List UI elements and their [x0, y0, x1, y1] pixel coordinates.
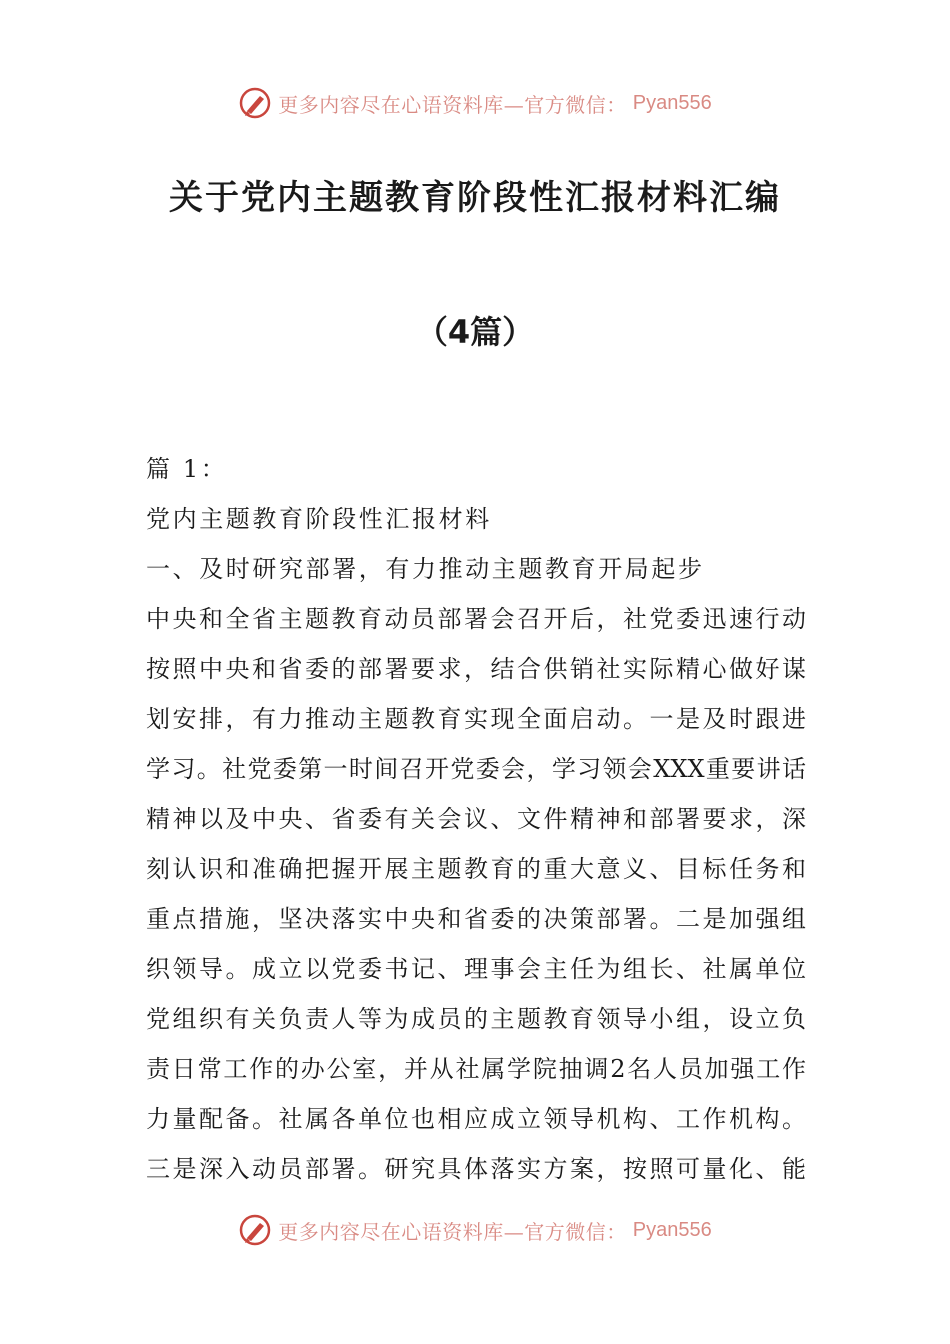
section-label: 篇 1： — [146, 455, 228, 483]
document-subtitle: （4篇） — [415, 313, 535, 351]
body-line: 中央和全省主题教育动员部署会召开后，社党委迅速行动 — [146, 605, 806, 633]
document-title: 关于党内主题教育阶段性汇报材料汇编 — [169, 178, 781, 218]
pen-logo-icon — [238, 86, 272, 120]
subsection-heading: 一、及时研究部署，有力推动主题教育开局起步 — [146, 555, 705, 583]
section-heading: 党内主题教育阶段性汇报材料 — [146, 505, 492, 533]
body-line: 重点措施，坚决落实中央和省委的决策部署。二是加强组 — [146, 905, 806, 933]
pen-logo-icon — [238, 1213, 272, 1247]
body-line: 划安排，有力推动主题教育实现全面启动。一是及时跟进 — [146, 705, 806, 733]
body-line: 党组织有关负责人等为成员的主题教育领导小组，设立负 — [146, 1005, 806, 1033]
body-line: 织领导。成立以党委书记、理事会主任为组长、社属单位 — [146, 955, 806, 983]
body-line: 刻认识和准确把握开展主题教育的重大意义、目标任务和 — [146, 855, 806, 883]
body-line: 按照中央和省委的部署要求，结合供销社实际精心做好谋 — [146, 655, 806, 683]
document-body — [146, 444, 806, 1194]
header-banner — [0, 83, 950, 123]
body-line: 三是深入动员部署。研究具体落实方案，按照可量化、能 — [146, 1155, 806, 1183]
footer-banner — [0, 1210, 950, 1250]
wechat-id: Pyan556 — [632, 1218, 712, 1241]
banner-text: 更多内容尽在心语资料库—官方微信： — [278, 1219, 627, 1244]
body-line: 学习。社党委第一时间召开党委会，学习领会XXX重要讲话 — [146, 755, 806, 783]
body-line: 责日常工作的办公室，并从社属学院抽调2名人员加强工作 — [146, 1055, 806, 1083]
body-line: 精神以及中央、省委有关会议、文件精神和部署要求，深 — [146, 805, 806, 833]
body-line: 力量配备。社属各单位也相应成立领导机构、工作机构。 — [146, 1105, 806, 1133]
banner-text: 更多内容尽在心语资料库—官方微信： — [278, 92, 627, 117]
wechat-id: Pyan556 — [632, 91, 712, 114]
